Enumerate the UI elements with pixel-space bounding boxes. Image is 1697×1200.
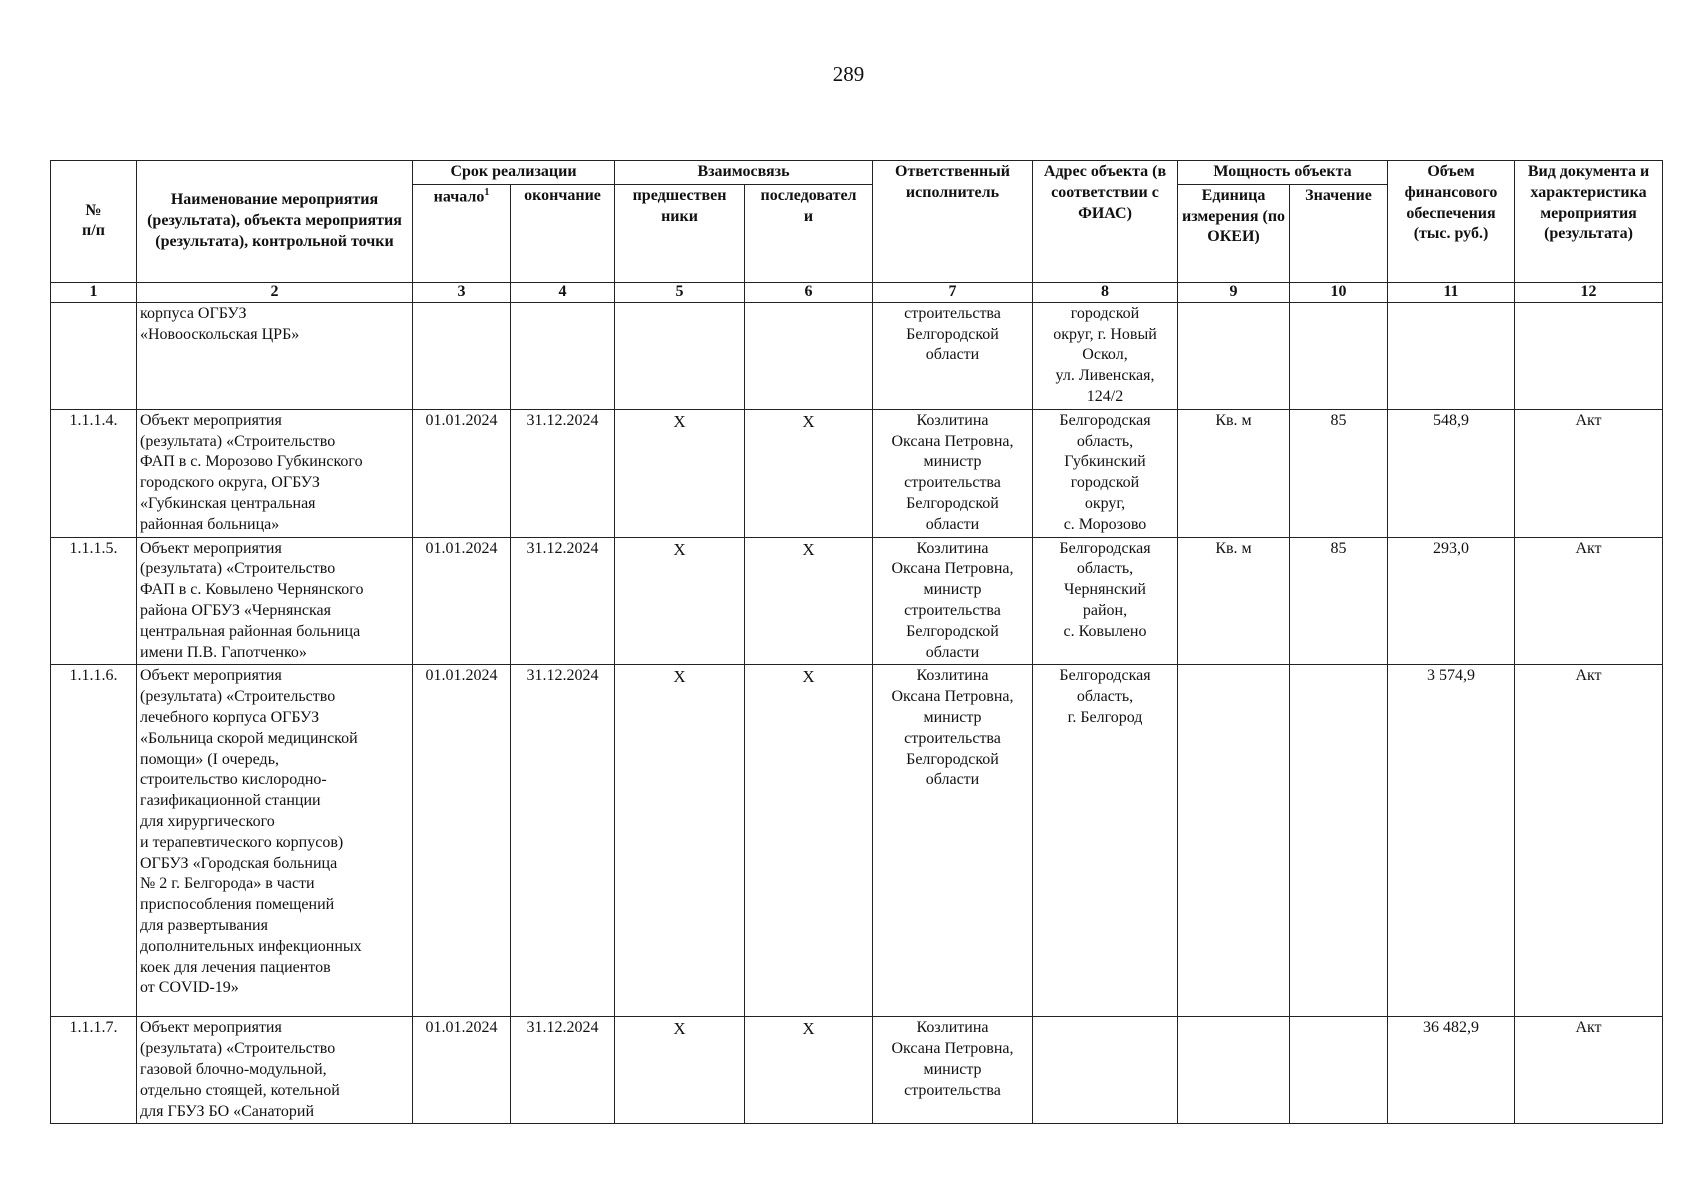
col-number-1: 1	[51, 282, 137, 302]
row-name: корпуса ОГБУЗ «Новооскольская ЦРБ»	[137, 302, 413, 409]
row-address: Белгородская область, Чернянский район, с. Ковылено	[1033, 537, 1178, 665]
row-volume: 36 482,9	[1388, 1017, 1515, 1124]
col-number-3: 3	[413, 282, 511, 302]
row-predecessors	[615, 302, 745, 409]
row-unit: Кв. м	[1178, 409, 1290, 537]
row-end: 31.12.2024	[511, 665, 615, 1017]
row-doc: Акт	[1515, 409, 1663, 537]
row-start: 01.01.2024	[413, 537, 511, 665]
header-responsible: Ответственный исполнитель	[873, 161, 1033, 283]
row-number: 1.1.1.5.	[51, 537, 137, 665]
header-col-name: Наименование мероприятия (результата), объекта мероприятия (результата), контрольной точки	[137, 161, 413, 283]
row-end: 31.12.2024	[511, 1017, 615, 1124]
row-volume: 293,0	[1388, 537, 1515, 665]
row-responsible: Козлитина Оксана Петровна, министр строительства Белгородской области	[873, 537, 1033, 665]
row-address	[1033, 1017, 1178, 1124]
col-number-4: 4	[511, 282, 615, 302]
row-value	[1290, 665, 1388, 1017]
row-successors: Х	[745, 665, 873, 1017]
row-volume: 548,9	[1388, 409, 1515, 537]
row-end: 31.12.2024	[511, 409, 615, 537]
col-number-2: 2	[137, 282, 413, 302]
header-predecessors: предшествен ники	[615, 184, 745, 282]
row-predecessors: Х	[615, 665, 745, 1017]
row-doc: Акт	[1515, 537, 1663, 665]
row-volume	[1388, 302, 1515, 409]
row-start	[413, 302, 511, 409]
row-address: Белгородская область, Губкинский городской округ, с. Морозово	[1033, 409, 1178, 537]
row-unit: Кв. м	[1178, 537, 1290, 665]
row-predecessors: Х	[615, 409, 745, 537]
row-name: Объект мероприятия (результата) «Строительство лечебного корпуса ОГБУЗ «Больница скорой медицинской помощи» (I очередь, строительство кислородно- газификационной станции для хирургического и терапевтического корпусов) ОГБУЗ «Городская больница № 2 г. Белгорода» в части приспособления помещений для развертывания дополнительных инфекционных коек для лечения пациентов от COVID-19»	[137, 665, 413, 1017]
header-successors: последовател и	[745, 184, 873, 282]
header-end: окончание	[511, 184, 615, 282]
row-responsible: Козлитина Оксана Петровна, министр строительства Белгородской области	[873, 665, 1033, 1017]
header-address: Адрес объекта (в соответствии с ФИАС)	[1033, 161, 1178, 283]
header-link: Взаимосвязь	[615, 161, 873, 185]
row-number: 1.1.1.4.	[51, 409, 137, 537]
row-value: 85	[1290, 537, 1388, 665]
row-value: 85	[1290, 409, 1388, 537]
col-number-9: 9	[1178, 282, 1290, 302]
row-address: городской округ, г. Новый Оскол, ул. Ливенская, 124/2	[1033, 302, 1178, 409]
row-predecessors: Х	[615, 1017, 745, 1124]
table-row	[51, 537, 1663, 665]
row-predecessors: Х	[615, 537, 745, 665]
row-value	[1290, 1017, 1388, 1124]
header-volume: Объем финансового обеспечения (тыс. руб.)	[1388, 161, 1515, 283]
row-value	[1290, 302, 1388, 409]
row-number: 1.1.1.7.	[51, 1017, 137, 1124]
row-responsible: Козлитина Оксана Петровна, министр строительства	[873, 1017, 1033, 1124]
row-unit	[1178, 1017, 1290, 1124]
row-successors: Х	[745, 1017, 873, 1124]
header-col-number: № п/п	[51, 161, 137, 283]
activities-table	[50, 160, 1663, 1124]
col-number-11: 11	[1388, 282, 1515, 302]
row-responsible: Козлитина Оксана Петровна, министр строительства Белгородской области	[873, 409, 1033, 537]
row-end: 31.12.2024	[511, 537, 615, 665]
row-successors: Х	[745, 537, 873, 665]
header-term: Срок реализации	[413, 161, 615, 185]
row-name: Объект мероприятия (результата) «Строительство газовой блочно-модульной, отдельно стоящей, котельной для ГБУЗ БО «Санаторий	[137, 1017, 413, 1124]
row-start: 01.01.2024	[413, 409, 511, 537]
col-number-7: 7	[873, 282, 1033, 302]
header-unit: Единица измерения (по ОКЕИ)	[1178, 184, 1290, 282]
header-power: Мощность объекта	[1178, 161, 1388, 185]
row-doc: Акт	[1515, 665, 1663, 1017]
row-number: 1.1.1.6.	[51, 665, 137, 1017]
header-start: начало$^1$	[413, 184, 511, 282]
row-doc	[1515, 302, 1663, 409]
col-number-12: 12	[1515, 282, 1663, 302]
row-name: Объект мероприятия (результата) «Строительство ФАП в с. Морозово Губкинского городского округа, ОГБУЗ «Губкинская центральная районная больница»	[137, 409, 413, 537]
header-value: Значение	[1290, 184, 1388, 282]
col-number-10: 10	[1290, 282, 1388, 302]
row-number	[51, 302, 137, 409]
row-end	[511, 302, 615, 409]
table-row	[51, 665, 1663, 1017]
row-successors	[745, 302, 873, 409]
row-responsible: строительства Белгородской области	[873, 302, 1033, 409]
row-name: Объект мероприятия (результата) «Строительство ФАП в с. Ковылено Чернянского района ОГБУЗ «Чернянская центральная районная больница имени П.В. Гапотченко»	[137, 537, 413, 665]
row-volume: 3 574,9	[1388, 665, 1515, 1017]
header-doc-type: Вид документа и характеристика мероприятия (результата)	[1515, 161, 1663, 283]
row-unit	[1178, 665, 1290, 1017]
row-start: 01.01.2024	[413, 665, 511, 1017]
col-number-6: 6	[745, 282, 873, 302]
col-number-8: 8	[1033, 282, 1178, 302]
table-row	[51, 302, 1663, 409]
table-row	[51, 1017, 1663, 1124]
row-unit	[1178, 302, 1290, 409]
col-number-5: 5	[615, 282, 745, 302]
page-number: 289	[832, 62, 865, 86]
row-start: 01.01.2024	[413, 1017, 511, 1124]
row-successors: Х	[745, 409, 873, 537]
table-row	[51, 409, 1663, 537]
row-address: Белгородская область, г. Белгород	[1033, 665, 1178, 1017]
row-doc: Акт	[1515, 1017, 1663, 1124]
